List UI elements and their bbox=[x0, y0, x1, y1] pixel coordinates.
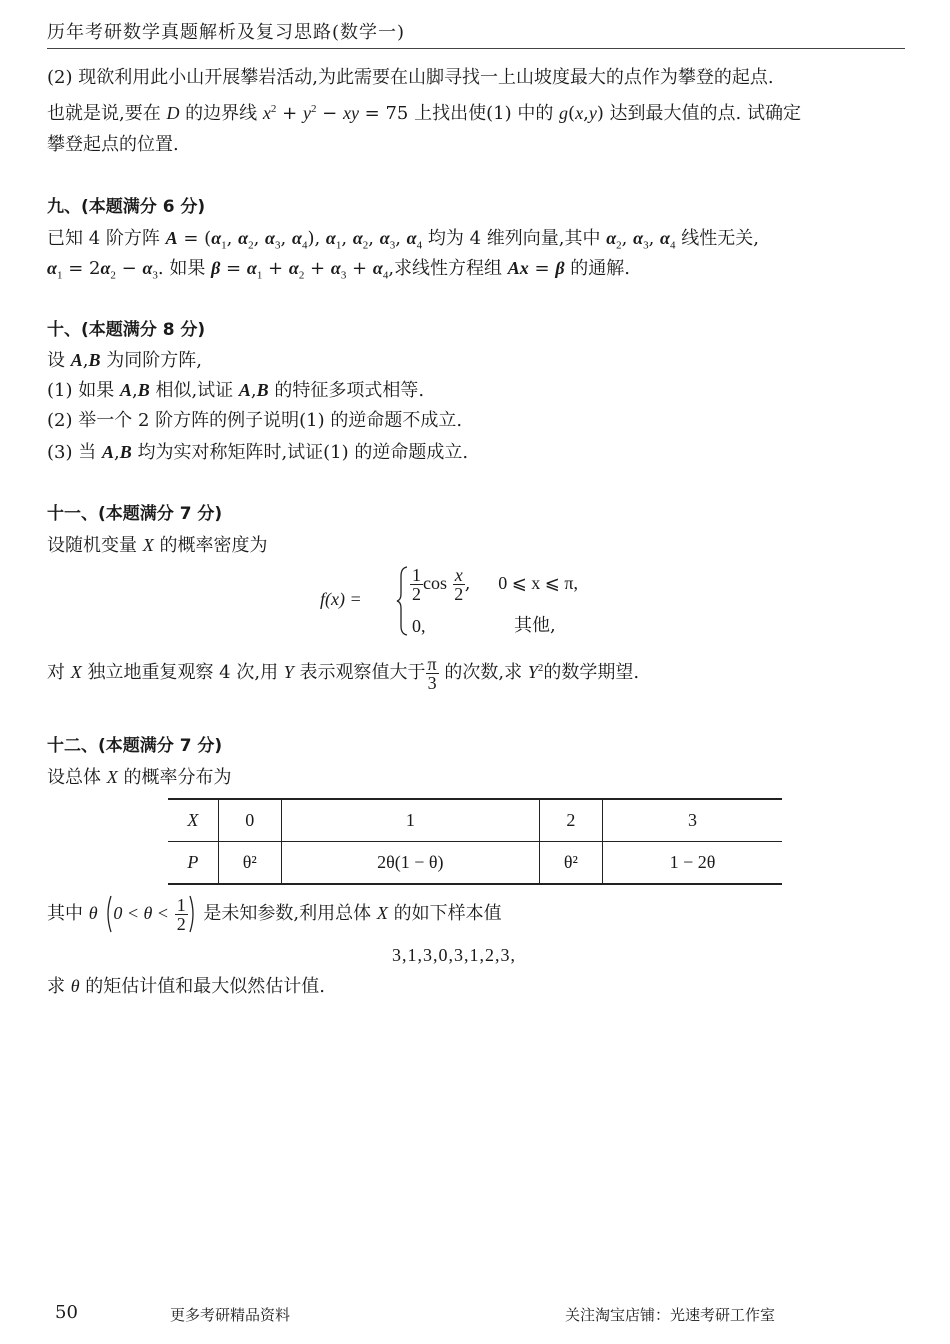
math-symbol: y bbox=[588, 103, 597, 123]
case-2: 0, 其他, bbox=[412, 615, 556, 636]
text-run: 十、(本题满分 8 分) bbox=[47, 320, 206, 340]
text-run: , bbox=[250, 380, 257, 401]
right-paren bbox=[188, 895, 198, 933]
text-run: 设 bbox=[47, 350, 71, 371]
text-run: 已知 4 阶方阵 bbox=[47, 228, 166, 249]
math-symbol: A bbox=[101, 442, 114, 462]
math-symbol: 2 bbox=[110, 269, 116, 282]
math-symbol: α bbox=[330, 258, 341, 278]
math-symbol: α bbox=[288, 258, 299, 278]
text-line bbox=[47, 253, 630, 283]
case-1: $\frac{1}{2}$ cos $\frac{x}{2}$ , 0 ⩽ x ⩽ π, bbox=[412, 564, 578, 604]
table-cell: θ² bbox=[218, 842, 281, 885]
text-run: = bbox=[528, 258, 556, 279]
text-line bbox=[47, 345, 202, 375]
left-brace bbox=[396, 566, 408, 636]
math-symbol: α bbox=[352, 228, 363, 248]
fraction-pi-over-3: $\frac{\pi}{3}$ bbox=[427, 653, 437, 693]
section-heading bbox=[47, 192, 205, 222]
math-symbol: g bbox=[559, 103, 569, 123]
math-symbol: A bbox=[119, 380, 132, 400]
text-run: 的概率密度为 bbox=[153, 535, 268, 556]
footer-right: 关注淘宝店铺：光速考研工作室 bbox=[565, 1306, 776, 1324]
text-run: ,求线性方程组 bbox=[388, 258, 508, 279]
page-number: 50 bbox=[55, 1302, 78, 1323]
math-symbol: B bbox=[137, 380, 150, 400]
left-paren bbox=[103, 895, 113, 933]
table-cell: 2 bbox=[539, 799, 602, 842]
text-run: , bbox=[395, 228, 407, 249]
text-run: , bbox=[621, 228, 634, 249]
text-line bbox=[47, 63, 774, 93]
math-symbol: 3 bbox=[389, 239, 396, 252]
math-symbol: 2 bbox=[310, 103, 317, 115]
math-symbol: α bbox=[633, 228, 644, 248]
text-run: 十二、(本题满分 7 分) bbox=[47, 736, 223, 756]
text-run: 求 bbox=[47, 976, 71, 997]
text-run: . 如果 bbox=[157, 258, 212, 279]
math-symbol: 2 bbox=[248, 239, 254, 252]
math-symbol: 4 bbox=[670, 239, 676, 252]
math-symbol: α bbox=[379, 228, 390, 248]
math-symbol: 4 bbox=[416, 239, 423, 252]
text-run: 的通解. bbox=[564, 258, 631, 279]
math-symbol: D bbox=[166, 103, 180, 123]
section-heading bbox=[47, 315, 205, 345]
text-run: 的特征多项式相等. bbox=[268, 380, 425, 401]
text-run: , bbox=[226, 228, 239, 249]
running-header: 历年考研数学真题解析及复习思路(数学一) bbox=[47, 22, 406, 43]
text-run: ) 达到最大值的点. 试确定 bbox=[596, 103, 801, 124]
math-symbol: β bbox=[555, 258, 565, 278]
text-run: 的概率分布为 bbox=[117, 767, 232, 788]
math-symbol: 2 bbox=[298, 269, 305, 282]
math-symbol: α bbox=[265, 228, 276, 248]
math-symbol: α bbox=[606, 228, 617, 248]
math-symbol: 4 bbox=[382, 269, 389, 282]
text-run: 设随机变量 bbox=[47, 535, 143, 556]
math-symbol: 2 bbox=[362, 239, 369, 252]
probability-table bbox=[168, 798, 782, 885]
math-symbol: X bbox=[142, 535, 154, 555]
table-header-row bbox=[168, 799, 782, 842]
math-symbol: α bbox=[291, 228, 302, 248]
text-run: = 75 上找出使(1) 中的 bbox=[358, 103, 560, 124]
text-run: (2) 举一个 2 阶方阵的例子说明(1) 的逆命题不成立. bbox=[47, 410, 463, 431]
text-run: (2) 现欲利用此小山开展攀岩活动,为此需要在山脚寻找一上山坡度最大的点作为攀登的起点. bbox=[47, 67, 774, 88]
section-heading bbox=[47, 731, 222, 761]
math-symbol: y bbox=[302, 103, 311, 123]
math-symbol: 3 bbox=[643, 239, 649, 252]
text-run: 设总体 bbox=[47, 767, 107, 788]
math-symbol: 1 bbox=[221, 239, 227, 252]
table-row bbox=[168, 842, 782, 885]
text-run: (1) 如果 bbox=[47, 380, 120, 401]
math-symbol: α bbox=[406, 228, 417, 248]
text-line bbox=[47, 130, 179, 160]
text-run: − bbox=[316, 103, 343, 124]
text-run: ), bbox=[307, 228, 326, 249]
math-symbol: α bbox=[238, 228, 249, 248]
table-cell: P bbox=[168, 842, 218, 885]
text-run: ( bbox=[568, 103, 576, 124]
text-run: 的边界线 bbox=[179, 103, 263, 124]
text-run: + bbox=[262, 258, 289, 279]
text-run: , bbox=[280, 228, 292, 249]
math-symbol: α bbox=[246, 258, 257, 278]
math-symbol: X bbox=[106, 767, 118, 787]
text-run: 攀登起点的位置. bbox=[47, 134, 179, 155]
text-run: 的矩估计值和最大似然估计值. bbox=[79, 976, 326, 997]
math-symbol: xy bbox=[342, 103, 359, 123]
table-cell: 2θ(1 − θ) bbox=[281, 842, 539, 885]
table-cell: X bbox=[168, 799, 218, 842]
text-run: + bbox=[304, 258, 331, 279]
text-run: , bbox=[113, 442, 120, 463]
text-run: , bbox=[341, 228, 353, 249]
math-symbol: A bbox=[238, 380, 251, 400]
math-symbol: A bbox=[165, 228, 178, 248]
math-symbol: 3 bbox=[275, 239, 281, 252]
fraction-half: $\frac{1}{2}$ bbox=[176, 894, 186, 934]
q11-question: 对 X 独立地重复观察 4 次,用 Y 表示观察值大于 $\frac{\pi}{3}$ 的次数,求 $Y^2$的数学期望. bbox=[47, 653, 640, 693]
math-symbol: B bbox=[256, 380, 269, 400]
text-line bbox=[47, 98, 801, 128]
fraction-half: $\frac{1}{2}$ bbox=[412, 564, 421, 604]
math-symbol: α bbox=[325, 228, 336, 248]
math-symbol: B bbox=[119, 442, 132, 462]
text-run: 相似,试证 bbox=[149, 380, 239, 401]
text-run: + bbox=[346, 258, 373, 279]
text-run: = ( bbox=[177, 228, 212, 249]
math-symbol: 1 bbox=[56, 269, 63, 282]
text-line bbox=[47, 375, 424, 405]
math-symbol: B bbox=[88, 350, 101, 370]
math-symbol: θ bbox=[70, 976, 80, 996]
math-symbol: 3 bbox=[152, 269, 158, 282]
math-symbol: α bbox=[47, 258, 57, 278]
density-formula bbox=[320, 564, 640, 640]
math-symbol: 3 bbox=[340, 269, 347, 282]
math-symbol: Ax bbox=[507, 258, 529, 278]
text-run: , bbox=[82, 350, 89, 371]
text-run: , bbox=[253, 228, 266, 249]
text-run: 十一、(本题满分 7 分) bbox=[47, 504, 223, 524]
text-line bbox=[47, 971, 325, 1001]
footer-left: 更多考研精品资料 bbox=[170, 1306, 291, 1324]
math-symbol: α bbox=[372, 258, 383, 278]
text-line bbox=[47, 437, 468, 467]
table-cell: θ² bbox=[539, 842, 602, 885]
math-symbol: 4 bbox=[301, 239, 308, 252]
text-run: 为同阶方阵, bbox=[100, 350, 202, 371]
text-run: , bbox=[131, 380, 138, 401]
fx-label: f(x) = bbox=[320, 589, 362, 609]
table-cell: 1 − 2θ bbox=[603, 842, 782, 885]
math-symbol: 2 bbox=[616, 239, 622, 252]
math-symbol: α bbox=[660, 228, 671, 248]
math-symbol: α bbox=[142, 258, 153, 278]
text-line bbox=[47, 530, 267, 560]
table-cell: 1 bbox=[281, 799, 539, 842]
math-symbol: 1 bbox=[256, 269, 263, 282]
text-run: − bbox=[115, 258, 143, 279]
text-line bbox=[47, 406, 462, 436]
text-run: , bbox=[583, 103, 589, 124]
math-symbol: x bbox=[262, 103, 271, 123]
text-run: , bbox=[368, 228, 380, 249]
math-symbol: 1 bbox=[335, 239, 342, 252]
text-run: (3) 当 bbox=[47, 442, 102, 463]
math-symbol: β bbox=[211, 258, 221, 278]
math-symbol: α bbox=[211, 228, 222, 248]
table-cell: 0 bbox=[218, 799, 281, 842]
text-line bbox=[47, 762, 231, 792]
text-run: + bbox=[276, 103, 303, 124]
table-cell: 3 bbox=[603, 799, 782, 842]
q12-condition: 其中 θ 0 < θ < $\frac{1}{2}$ 是未知参数,利用总体 X 的如下样本值 bbox=[47, 894, 502, 934]
math-symbol: α bbox=[100, 258, 111, 278]
math-symbol: 2 bbox=[270, 103, 277, 115]
text-line bbox=[47, 223, 759, 253]
fraction-x-over-2: $\frac{x}{2}$ bbox=[454, 564, 464, 604]
section-heading bbox=[47, 499, 222, 529]
header-rule bbox=[47, 48, 905, 49]
text-run: = bbox=[220, 258, 247, 279]
math-symbol: x bbox=[575, 103, 584, 123]
sample-values: 3,1,3,0,3,1,2,3, bbox=[392, 945, 516, 965]
math-symbol: A bbox=[70, 350, 83, 370]
text-run: , bbox=[648, 228, 661, 249]
text-run: 也就是说,要在 bbox=[47, 103, 167, 124]
text-run: 线性无关, bbox=[675, 228, 759, 249]
text-run: = 2 bbox=[62, 258, 101, 279]
text-run: 九、(本题满分 6 分) bbox=[47, 197, 206, 217]
text-run: 均为实对称矩阵时,试证(1) 的逆命题成立. bbox=[131, 442, 469, 463]
text-run: 均为 4 维列向量,其中 bbox=[422, 228, 607, 249]
